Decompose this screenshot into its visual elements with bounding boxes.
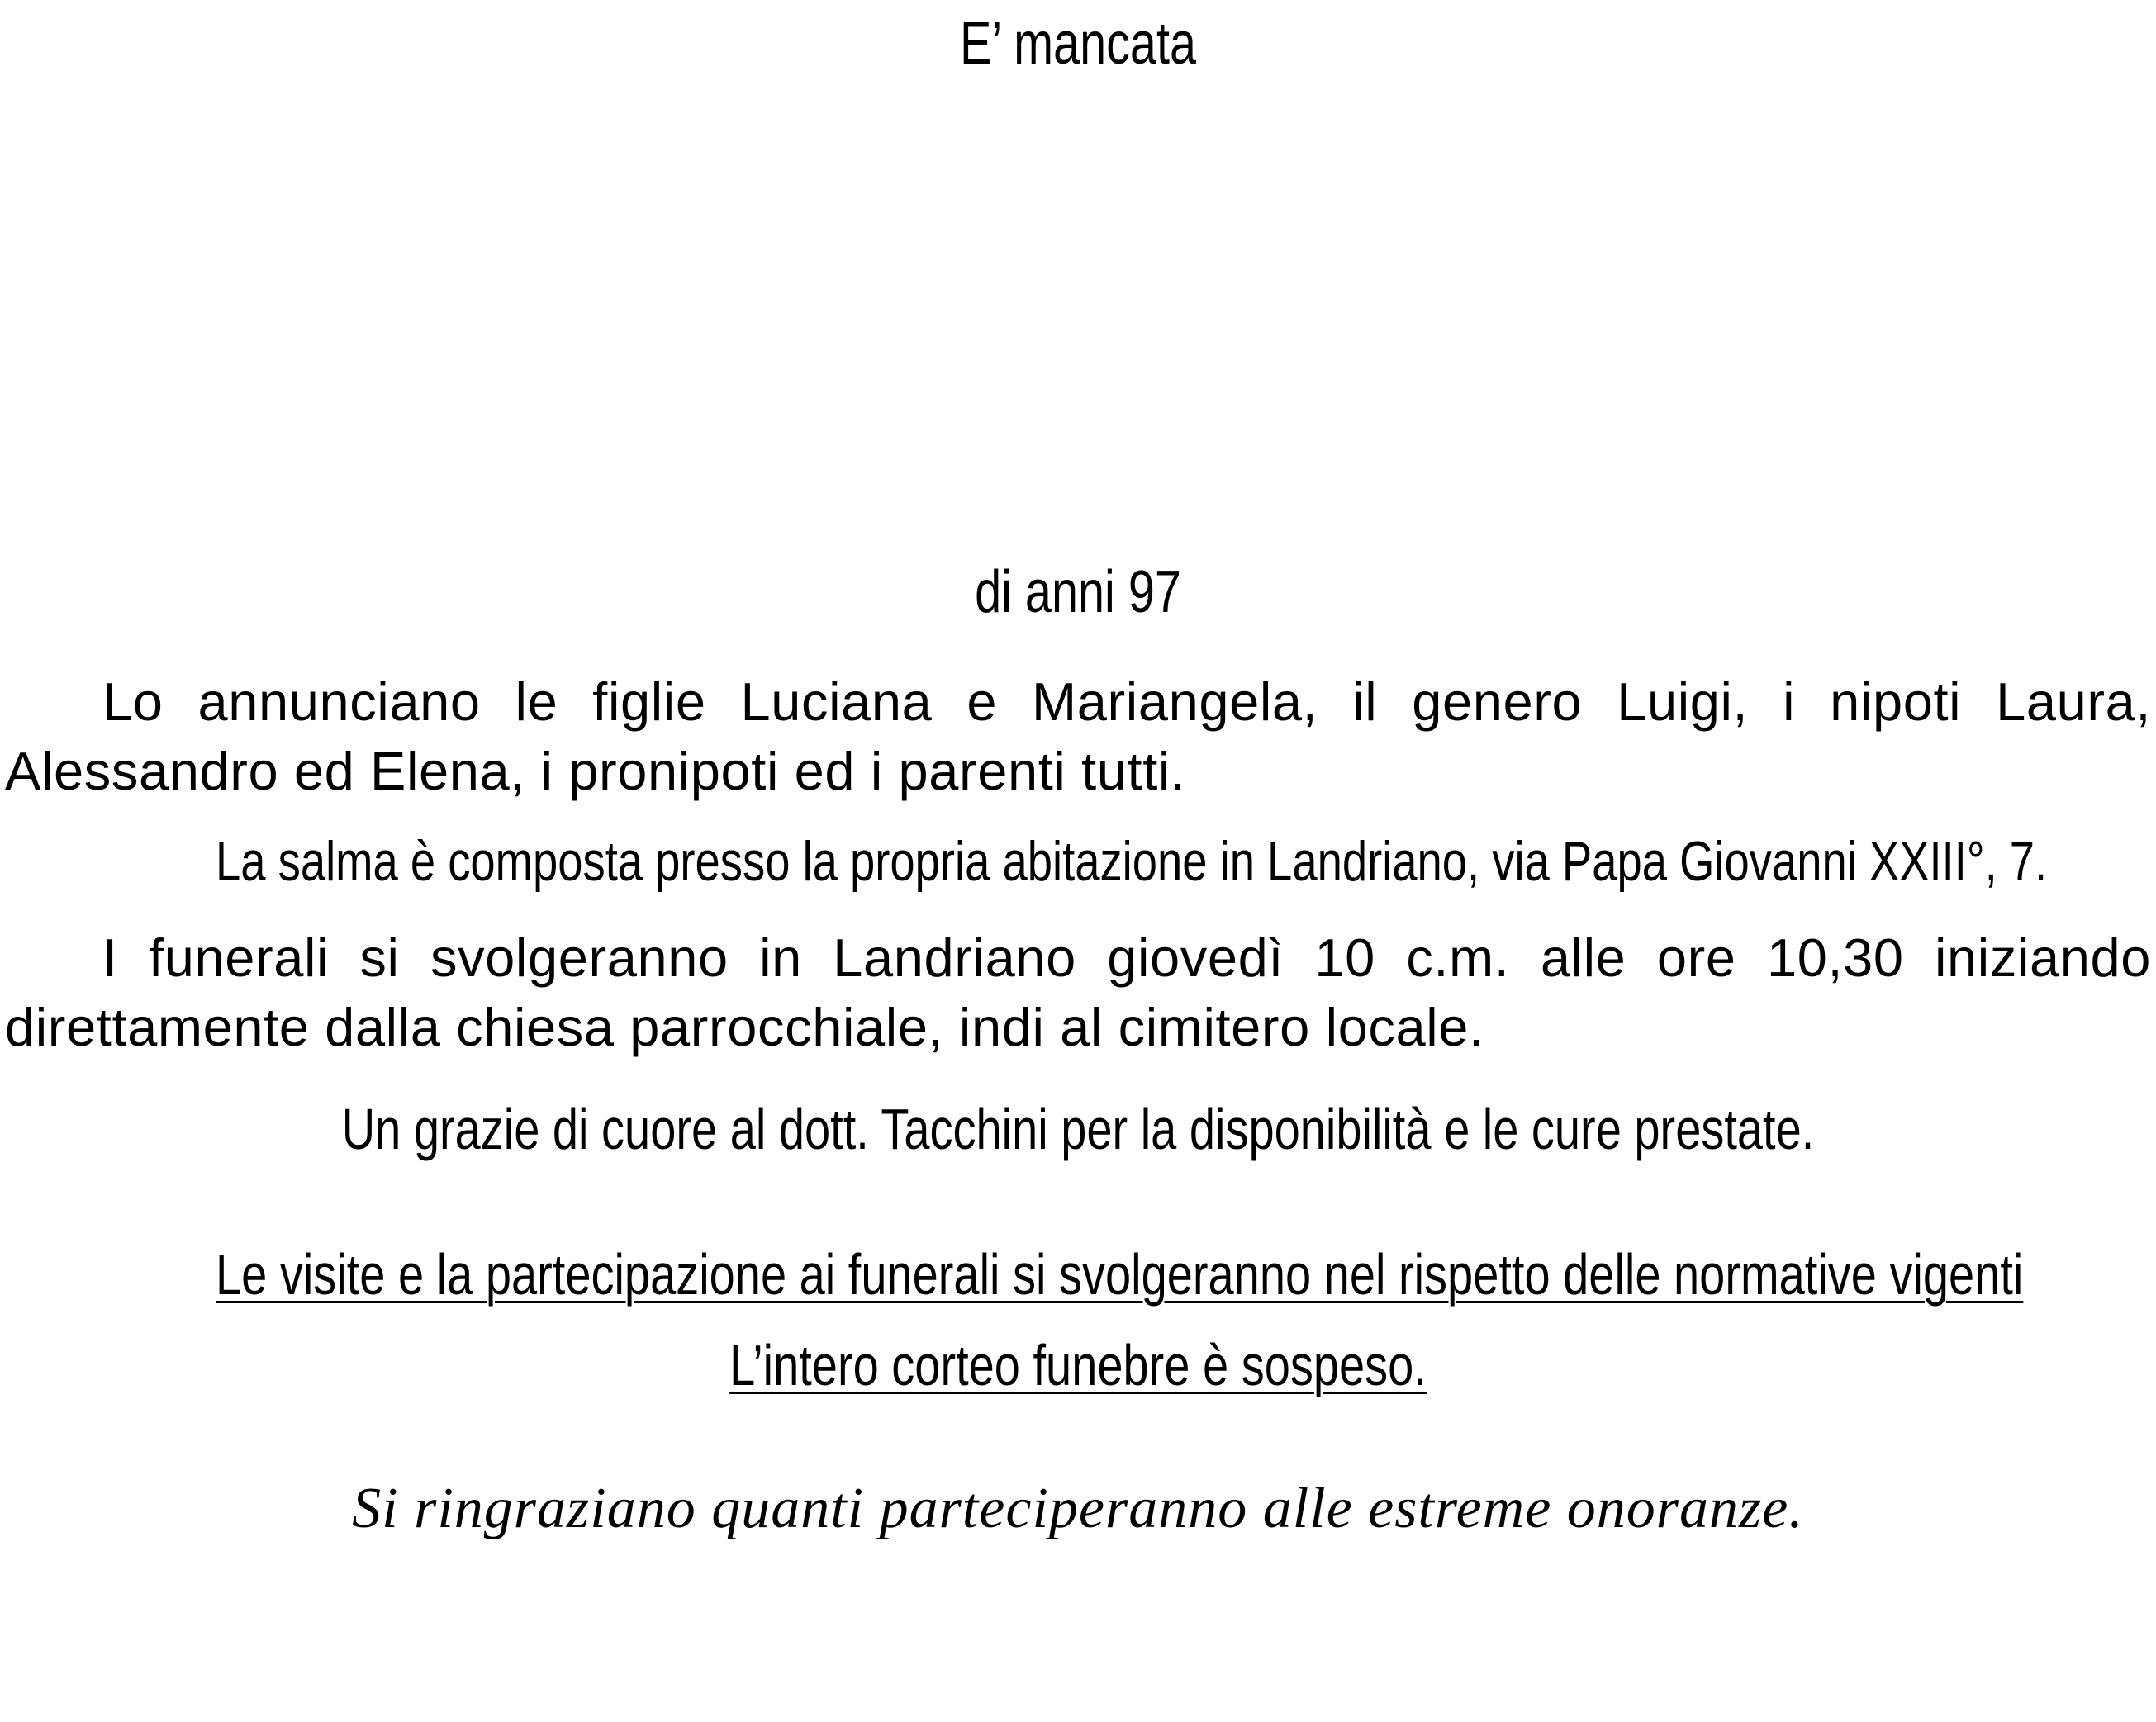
heading-e-mancata: E’ mancata — [959, 11, 1196, 77]
wake-location-line: La salma è composta presso la propria abitazione in Landriano, via Papa Giovanni XXIII°, 7. — [216, 830, 2048, 893]
visits-regulation-notice: Le visite e la partecipazione ai funerali si svolgeranno nel rispetto delle normative vigenti — [216, 1242, 2024, 1307]
thanks-doctor-line: Un grazie di cuore al dott. Tacchini per la disponibilità e le cure prestate. — [341, 1097, 1815, 1161]
cortege-suspended-notice: L’intero corteo funebre è sospeso. — [729, 1333, 1427, 1397]
funeral-details-paragraph: I funerali si svolgeranno in Landriano giovedì 10 c.m. alle ore 10,30 iniziando direttamente dalla chiesa parrocchiale, indi al cimitero locale. — [5, 927, 2151, 1057]
announcement-paragraph: Lo annunciano le figlie Luciana e Mariangela, il genero Luigi, i nipoti Laura, Alessandro ed Elena, i pronipoti ed i parenti tutti. — [5, 671, 2151, 801]
closing-thanks-line: Si ringraziano quanti parteciperanno alle estreme onoranze. — [352, 1477, 1804, 1540]
age-line: di anni 97 — [975, 559, 1181, 625]
